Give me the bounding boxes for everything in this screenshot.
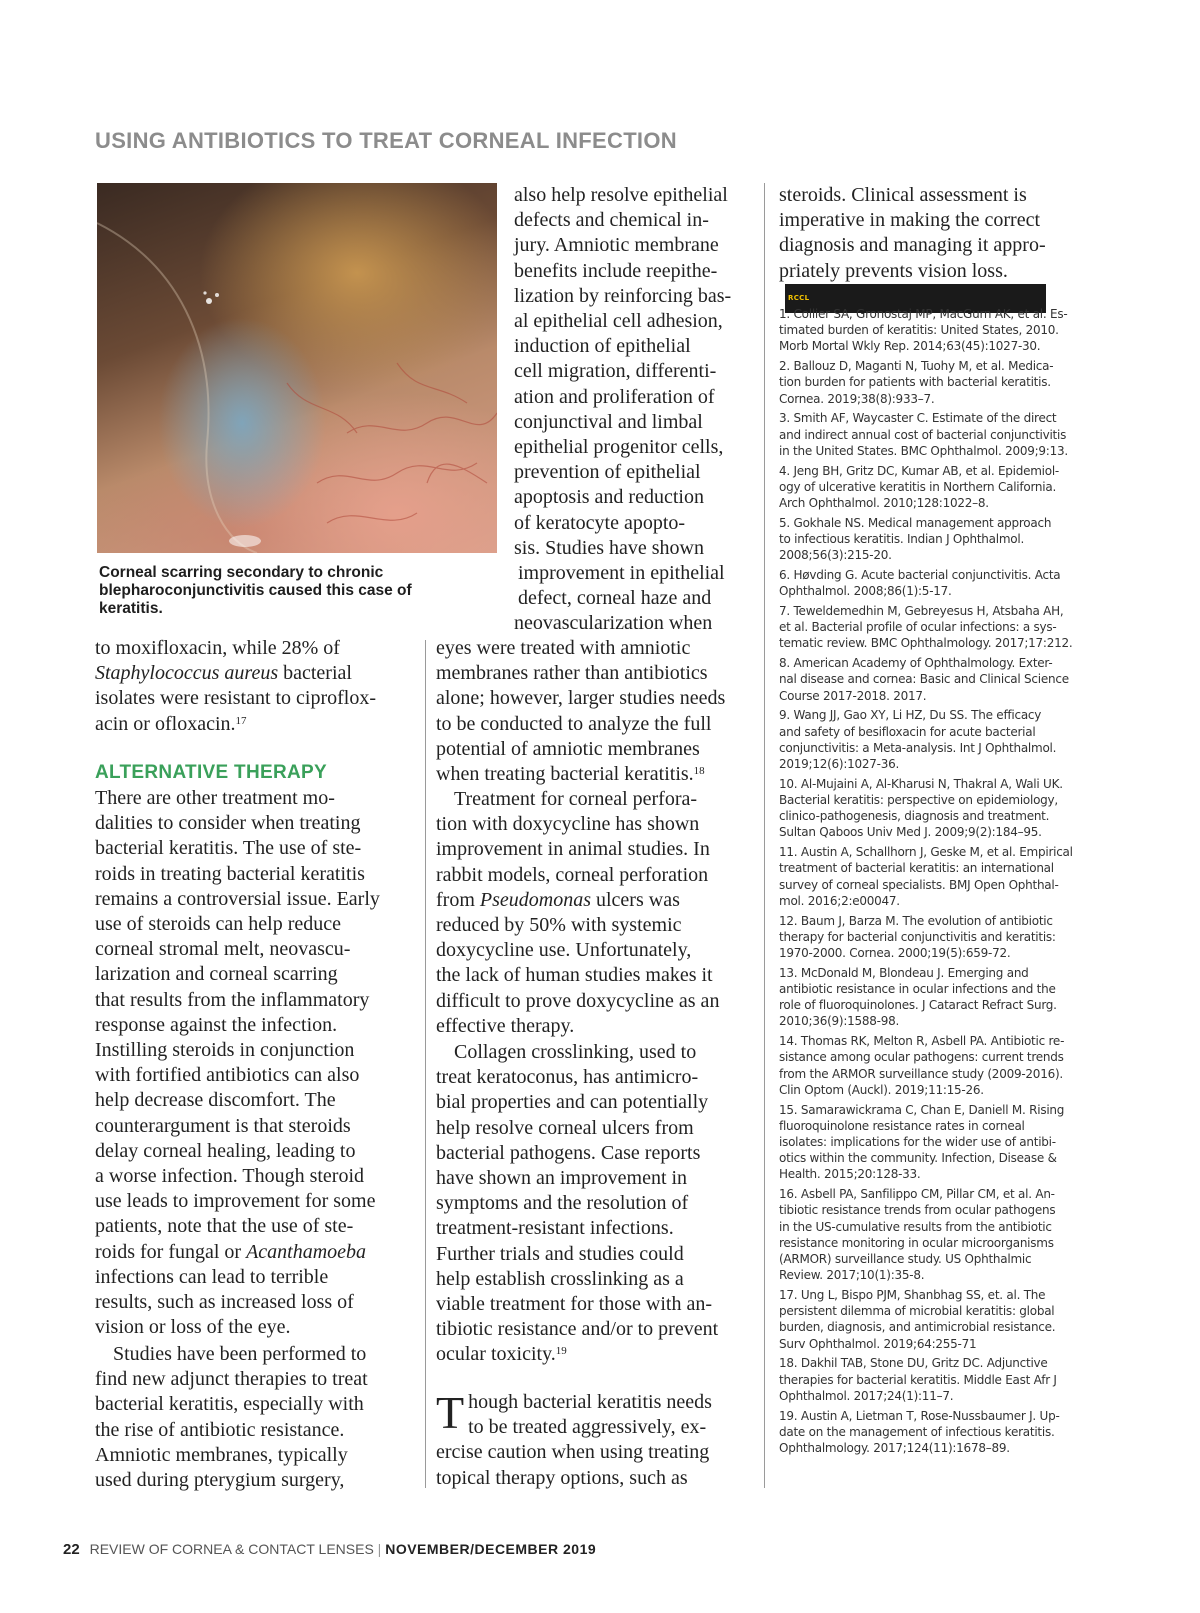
col1-paragraph-1 — [95, 786, 380, 1340]
reference-item — [779, 913, 1109, 962]
subhead-alternative-therapy: ALTERNATIVE THERAPY — [95, 762, 327, 783]
text-line: lization by reinforcing bas- — [514, 284, 732, 307]
reference-line: 10. Al-Mujaini A, Al-Kharusi N, Thakral A, Wali UK. — [779, 776, 1063, 791]
reference-item — [779, 1102, 1109, 1183]
text-line: cell migration, differenti- — [514, 360, 717, 383]
reference-item — [779, 1287, 1109, 1352]
text-line: used during pterygium surgery, — [95, 1469, 345, 1492]
reference-item — [779, 776, 1109, 841]
reference-line: in the United States. BMC Ophthalmol. 2009;9:13. — [779, 443, 1068, 458]
text-fragment: roids for fungal or — [95, 1240, 247, 1263]
reference-line: Health. 2015;20:128-33. — [779, 1167, 921, 1182]
species-name: Pseudomonas — [479, 888, 591, 911]
col2-paragraph-top — [514, 183, 731, 637]
text-line: Amniotic membranes, typically — [95, 1443, 348, 1466]
text-line: corneal stromal melt, neovascu- — [95, 938, 351, 961]
text-line: infections can lead to terrible — [95, 1265, 329, 1288]
reference-line: et al. Bacterial profile of ocular infections: a sys- — [779, 620, 1057, 635]
text-line: reduced by 50% with systemic — [436, 914, 682, 937]
reference-line: Sultan Qaboos Univ Med J. 2009;9(2):184–95. — [779, 825, 1042, 840]
text-line: tibiotic resistance and/or to prevent — [436, 1318, 719, 1341]
text-line: improvement in epithelial — [518, 562, 725, 585]
text-line: neovascularization when — [514, 612, 713, 635]
text-line: Instilling steroids in conjunction — [95, 1039, 355, 1062]
text-line: to moxifloxacin, while 28% of — [95, 637, 340, 659]
text-fragment: ulcers was — [591, 888, 680, 911]
reference-line: 6. Høvding G. Acute bacterial conjunctivitis. Acta — [779, 568, 1061, 583]
reference-line: date on the management of infectious keratitis. — [779, 1424, 1055, 1439]
text-line: potential of amniotic membranes — [436, 737, 700, 760]
reference-line: Morb Mortal Wkly Rep. 2014;63(45):1027-30. — [779, 339, 1041, 354]
reference-line: persistent dilemma of microbial keratitis: global — [779, 1304, 1055, 1319]
reference-line: therapies for bacterial keratitis. Middle East Afr J — [779, 1372, 1057, 1387]
text-line: topical therapy options, such as — [436, 1466, 688, 1489]
col2-paragraph-crosslinking — [436, 1040, 718, 1368]
reference-line: 4. Jeng BH, Gritz DC, Kumar AB, et al. Epidemiol- — [779, 463, 1060, 478]
text-line: bacterial keratitis. The use of ste- — [95, 837, 362, 860]
text-line: use leads to improvement for some — [95, 1190, 376, 1213]
text-line: help establish crosslinking as a — [436, 1267, 684, 1290]
text-line: roids in treating bacterial keratitis — [95, 862, 365, 885]
reference-line: 15. Samarawickrama C, Chan E, Daniell M. Rising — [779, 1102, 1065, 1117]
reference-line: Ophthalmology. 2017;124(11):1678–89. — [779, 1441, 1010, 1456]
text-line: improvement in animal studies. In — [436, 838, 710, 861]
reference-item — [779, 567, 1109, 599]
text-line: to be conducted to analyze the full — [436, 712, 712, 735]
text-line — [95, 712, 376, 737]
text-line: doxycycline use. Unfortunately, — [436, 939, 692, 962]
text-line: conjunctival and limbal — [514, 410, 703, 433]
page-number: 22 — [63, 1541, 80, 1558]
reference-line: Review. 2017;10(1):35-8. — [779, 1268, 925, 1283]
text-line: bial properties and can potentially — [436, 1091, 709, 1114]
text-line: results, such as increased loss of — [95, 1291, 354, 1314]
reference-line: treatment of bacterial keratitis: an international — [779, 861, 1054, 876]
text-line: have shown an improvement in — [436, 1167, 688, 1190]
reference-line: from the ARMOR surveillance study (2009-2016). — [779, 1066, 1063, 1081]
col2-paragraph-doxycycline — [436, 787, 719, 1039]
reference-line: Ophthalmol. 2008;86(1):5-17. — [779, 584, 952, 599]
text-line: dalities to consider when treating — [95, 812, 361, 835]
reference-item — [779, 1186, 1109, 1283]
text-line: that results from the inflammatory — [95, 988, 370, 1011]
text-line: sis. Studies have shown — [514, 536, 704, 559]
reference-line: 9. Wang JJ, Gao XY, Li HZ, Du SS. The efficacy — [779, 708, 1042, 723]
reference-item — [779, 1033, 1109, 1098]
reference-item — [779, 1408, 1109, 1457]
reference-line: Surv Ophthalmol. 2019;64:255-71 — [779, 1336, 977, 1351]
text-line: rabbit models, corneal perforation — [436, 863, 709, 886]
citation-ref: 19 — [555, 1345, 567, 1358]
reference-line: ogy of ulcerative keratitis in Northern California. — [779, 479, 1057, 494]
reference-item — [779, 515, 1109, 564]
text-line: Collagen crosslinking, used to — [454, 1041, 697, 1063]
text-line: also help resolve epithelial — [514, 184, 728, 206]
references-list — [779, 306, 1109, 1460]
species-name: Staphylococcus aureus — [95, 662, 279, 685]
reference-line: antibiotic resistance in ocular infections and the — [779, 982, 1056, 997]
corneal-scarring-photo — [97, 183, 497, 553]
reference-line: 2019;12(6):1027-36. — [779, 757, 900, 772]
reference-line: to infectious keratitis. Indian J Ophthalmol. — [779, 532, 1025, 547]
text-line: epithelial progenitor cells, — [514, 436, 724, 459]
reference-line: and indirect annual cost of bacterial conjunctivitis — [779, 427, 1067, 442]
reference-item — [779, 463, 1109, 512]
text-line: eyes were treated with amniotic — [436, 637, 691, 659]
reference-line: 8. American Academy of Ophthalmology. Exter- — [779, 656, 1053, 671]
reference-line: tibiotic resistance trends from ocular pathogens — [779, 1203, 1056, 1218]
text-line: defects and chemical in- — [514, 209, 709, 232]
reference-line: 2. Ballouz D, Maganti N, Tuohy M, et al. Medica- — [779, 359, 1054, 374]
text-line: al epithelial cell adhesion, — [514, 310, 723, 333]
reference-line: 2008;56(3):215-20. — [779, 548, 892, 563]
reference-item — [779, 1355, 1109, 1404]
text-fragment: hough bacterial keratitis needs — [468, 1391, 712, 1413]
figure-caption: Corneal scarring secondary to chronic blepharoconjunctivitis caused this case of keratitis. — [99, 564, 412, 617]
reference-line: conjunctivitis: a Meta-analysis. Int J Ophthalmol. — [779, 740, 1057, 755]
reference-item — [779, 655, 1109, 704]
citation-ref: 18 — [693, 765, 705, 778]
text-line: with fortified antibiotics can also — [95, 1064, 360, 1087]
col2-paragraph-continued — [436, 636, 725, 787]
reference-line: 18. Dakhil TAB, Stone DU, Gritz DC. Adjunctive — [779, 1356, 1048, 1371]
text-line: isolates were resistant to ciproflox- — [95, 687, 377, 710]
reference-line: tematic review. BMC Ophthalmology. 2017;17:212. — [779, 636, 1073, 651]
reference-line: Cornea. 2019;38(8):933–7. — [779, 391, 935, 406]
reference-line: 12. Baum J, Barza M. The evolution of antibiotic — [779, 913, 1053, 928]
reference-line: Clin Optom (Auckl). 2019;11:15-26. — [779, 1082, 984, 1097]
text-line: response against the infection. — [95, 1013, 338, 1036]
reference-line: role of fluoroquinolones. J Cataract Refract Surg. — [779, 998, 1057, 1013]
text-line: counterargument is that steroids — [95, 1114, 351, 1137]
text-fragment: acin or ofloxacin. — [95, 712, 236, 735]
text-line: patients, note that the use of ste- — [95, 1215, 354, 1238]
text-line: larization and corneal scarring — [95, 963, 338, 986]
text-line: help decrease discomfort. The — [95, 1089, 336, 1112]
reference-line: and safety of besifloxacin for acute bacterial — [779, 724, 1036, 739]
text-line: imperative in making the correct — [779, 209, 1041, 232]
text-line: difficult to prove doxycycline as an — [436, 989, 720, 1012]
reference-item — [779, 707, 1109, 772]
reference-item — [779, 965, 1109, 1030]
text-line: help resolve corneal ulcers from — [436, 1116, 694, 1139]
text-fragment: when treating bacterial keratitis. — [436, 763, 694, 786]
reference-line: tion burden for patients with bacterial keratitis. — [779, 375, 1051, 390]
text-line: delay corneal healing, leading to — [95, 1139, 356, 1162]
text-line: defect, corneal haze and — [518, 587, 712, 610]
text-fragment: priately prevents vision loss. — [779, 259, 1008, 282]
reference-line: 5. Gokhale NS. Medical management approach — [779, 515, 1052, 530]
text-line: of keratocyte apopto- — [514, 511, 686, 534]
text-line — [95, 1240, 380, 1265]
reference-line: mol. 2016;2:e00047. — [779, 893, 900, 908]
text-line: effective therapy. — [436, 1014, 575, 1037]
text-line — [436, 888, 719, 913]
reference-line: survey of corneal specialists. BMJ Open Ophthal- — [779, 877, 1059, 892]
text-line: a worse infection. Though steroid — [95, 1165, 365, 1188]
text-line — [95, 661, 376, 686]
text-line: symptoms and the resolution of — [436, 1192, 689, 1215]
reference-line: therapy for bacterial conjunctivitis and keratitis: — [779, 929, 1056, 944]
reference-line: 19. Austin A, Lietman T, Rose-Nussbaumer J. Up- — [779, 1408, 1060, 1423]
text-line: induction of epithelial — [514, 335, 691, 358]
reference-line: resistance monitoring in ocular microorganisms — [779, 1235, 1054, 1250]
reference-item — [779, 358, 1109, 407]
text-line: Further trials and studies could — [436, 1242, 684, 1265]
reference-line: timated burden of keratitis: United States, 2010. — [779, 323, 1059, 338]
text-line: ercise caution when using treating — [436, 1441, 710, 1464]
text-fragment: bacterial — [278, 662, 352, 685]
text-line: tion with doxycycline has shown — [436, 813, 700, 836]
column-divider-right — [764, 183, 765, 1488]
col1-lead-paragraph — [95, 636, 376, 737]
reference-item — [779, 306, 1109, 355]
text-line: viable treatment for those with an- — [436, 1293, 713, 1316]
reference-line: isolates: implications for the wider use of antibi- — [779, 1135, 1056, 1150]
text-line: Studies have been performed to — [113, 1343, 367, 1365]
col3-paragraph-top — [779, 183, 1046, 313]
text-line: There are other treatment mo- — [95, 787, 335, 809]
reference-line: in the US-cumulative results from the antibiotic — [779, 1219, 1052, 1234]
issue-date: NOVEMBER/DECEMBER 2019 — [385, 1541, 597, 1557]
text-line: steroids. Clinical assessment is — [779, 184, 1027, 206]
text-line: prevention of epithelial — [514, 461, 701, 484]
reference-line: sistance among ocular pathogens: current trends — [779, 1050, 1064, 1065]
reference-line: Ophthalmol. 2017;24(1):11–7. — [779, 1388, 954, 1403]
reference-line: 1970-2000. Cornea. 2000;19(5):659-72. — [779, 946, 1011, 961]
reference-line: 2010;36(9):1588-98. — [779, 1014, 900, 1029]
text-line: bacterial keratitis, especially with — [95, 1393, 364, 1416]
text-line: the rise of antibiotic resistance. — [95, 1418, 345, 1441]
reference-item — [779, 844, 1109, 909]
reference-line: Bacterial keratitis: perspective on epidemiology, — [779, 793, 1058, 808]
text-line: jury. Amniotic membrane — [514, 234, 719, 257]
reference-line: 16. Asbell PA, Sanfilippo CM, Pillar CM, et al. An- — [779, 1187, 1055, 1202]
reference-line: otics within the community. Infection, Disease & — [779, 1151, 1057, 1166]
end-mark-logo: RCCL — [785, 284, 1046, 313]
reference-line: burden, diagnosis, and antimicrobial resistance. — [779, 1320, 1056, 1335]
reference-line: 17. Ung L, Bispo PJM, Shanbhag SS, et. al. The — [779, 1288, 1046, 1303]
text-line: alone; however, larger studies needs — [436, 687, 726, 710]
text-line: the lack of human studies makes it — [436, 964, 713, 987]
text-fragment: ocular toxicity. — [436, 1343, 556, 1366]
reference-line: 3. Smith AF, Waycaster C. Estimate of the direct — [779, 411, 1057, 426]
reference-line: 11. Austin A, Schallhorn J, Geske M, et al. Empirical — [779, 845, 1073, 860]
reference-line: 14. Thomas RK, Melton R, Asbell PA. Antibiotic re- — [779, 1034, 1065, 1049]
text-line: find new adjunct therapies to treat — [95, 1368, 368, 1391]
text-line: remains a controversial issue. Early — [95, 887, 380, 910]
text-line: treatment-resistant infections. — [436, 1217, 674, 1240]
text-line — [436, 762, 725, 787]
reference-item — [779, 603, 1109, 652]
citation-ref: 17 — [235, 714, 247, 727]
species-name: Acanthamoeba — [246, 1240, 367, 1263]
reference-line: Arch Ophthalmol. 2010;128:1022–8. — [779, 496, 989, 511]
reference-line: clinico-pathogenesis, diagnosis and treatment. — [779, 809, 1050, 824]
text-line — [436, 1342, 718, 1367]
footer-separator: | — [377, 1541, 382, 1557]
text-line: apoptosis and reduction — [514, 486, 704, 509]
reference-line: 1. Collier SA, Gronostaj MP, MacGurn AK, et al. Es- — [779, 307, 1068, 321]
reference-line: fluoroquinolone resistance rates in corneal — [779, 1118, 1025, 1133]
reference-line: nal disease and cornea: Basic and Clinical Science — [779, 672, 1069, 687]
text-line: bacterial pathogens. Case reports — [436, 1141, 701, 1164]
text-line: diagnosis and managing it appro- — [779, 234, 1046, 257]
text-line: vision or loss of the eye. — [95, 1316, 291, 1339]
reference-line: (ARMOR) surveillance study. US Ophthalmic — [779, 1252, 1032, 1267]
reference-item — [779, 410, 1109, 459]
col2-paragraph-conclusion — [436, 1387, 712, 1491]
text-line — [779, 259, 1046, 313]
page-footer — [63, 1541, 596, 1558]
drop-cap: T — [436, 1387, 465, 1438]
reference-line: 13. McDonald M, Blondeau J. Emerging and — [779, 965, 1029, 980]
reference-line: Course 2017-2018. 2017. — [779, 688, 927, 703]
publication-name: REVIEW OF CORNEA & CONTACT LENSES — [89, 1541, 374, 1557]
text-line: treat keratoconus, has antimicro- — [436, 1066, 699, 1089]
text-line: use of steroids can help reduce — [95, 913, 342, 936]
text-line: benefits include reepithe- — [514, 259, 718, 282]
text-line: ation and proliferation of — [514, 385, 715, 408]
section-title: USING ANTIBIOTICS TO TREAT CORNEAL INFECTION — [95, 128, 677, 153]
column-divider-left — [425, 640, 426, 1488]
text-line: Treatment for corneal perfora- — [454, 788, 698, 810]
text-line: to be treated aggressively, ex- — [468, 1416, 707, 1439]
text-line: membranes rather than antibiotics — [436, 662, 708, 685]
col1-paragraph-2 — [95, 1342, 368, 1493]
text-fragment: from — [436, 888, 480, 911]
reference-line: 7. Teweldemedhin M, Gebreyesus H, Atsbaha AH, — [779, 604, 1064, 619]
